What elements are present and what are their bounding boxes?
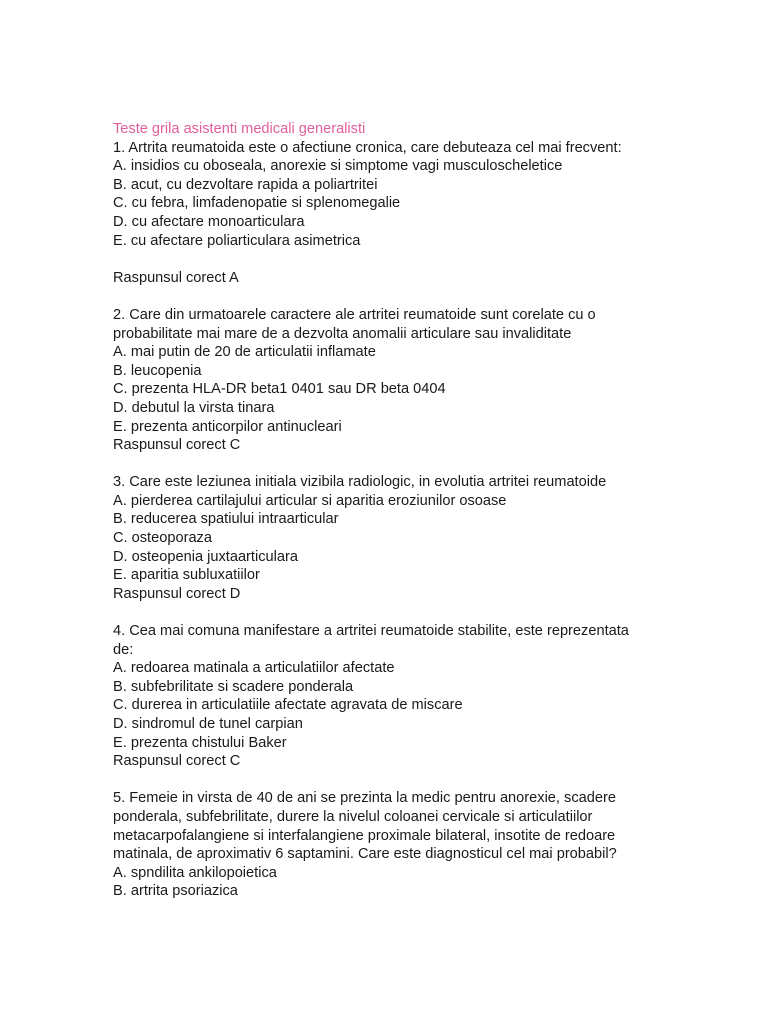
- spacer: [113, 250, 673, 269]
- spacer: [113, 771, 673, 790]
- answer-option: A. spndilita ankilopoietica: [113, 864, 277, 881]
- answer-option: D. debutul la virsta tinara: [113, 399, 275, 416]
- question-2: [113, 306, 673, 455]
- answer-option: C. osteoporaza: [113, 530, 212, 547]
- question-text: matinala, de aproximativ 6 saptamini. Care este diagnosticul cel mai probabil?: [113, 846, 617, 863]
- answer-option: A. pierderea cartilajului articular si aparitia eroziunilor osoase: [113, 492, 507, 509]
- answer-option: A. mai putin de 20 de articulatii inflamate: [113, 344, 376, 361]
- question-text: 4. Cea mai comuna manifestare a artritei reumatoide stabilite, este reprezentata: [113, 623, 629, 640]
- spacer: [113, 603, 673, 622]
- correct-answer: Raspunsul corect C: [113, 437, 241, 454]
- question-text: metacarpofalangiene si interfalangiene proximale bilateral, insotite de redoare: [113, 827, 616, 844]
- question-text: 1. Artrita reumatoida este o afectiune cronica, care debuteaza cel mai frecvent:: [113, 139, 622, 156]
- question-text: probabilitate mai mare de a dezvolta anomalii articulare sau invaliditate: [113, 325, 572, 342]
- question-3: [113, 473, 673, 603]
- answer-option: C. prezenta HLA-DR beta1 0401 sau DR beta 0404: [113, 381, 446, 398]
- answer-option: A. redoarea matinala a articulatiilor afectate: [113, 660, 395, 677]
- answer-option: D. osteopenia juxtaarticulara: [113, 548, 298, 565]
- answer-option: D. sindromul de tunel carpian: [113, 716, 303, 732]
- answer-option: B. subfebrilitate si scadere ponderala: [113, 678, 354, 695]
- question-text: de:: [113, 641, 134, 658]
- answer-option: B. reducerea spatiului intraarticular: [113, 511, 339, 528]
- correct-answer: Raspunsul corect C: [113, 753, 241, 770]
- answer-option: A. insidios cu oboseala, anorexie si simptome vagi musculoscheletice: [113, 158, 563, 175]
- answer-option: C. cu febra, limfadenopatie si splenomegalie: [113, 195, 401, 212]
- document-page: [113, 120, 673, 901]
- answer-option: C. durerea in articulatiile afectate agravata de miscare: [113, 697, 463, 714]
- spacer: [113, 287, 673, 306]
- question-text: ponderala, subfebrilitate, durere la nivelul coloanei cervicale si articulatiilor: [113, 808, 593, 825]
- answer-option: B. acut, cu dezvoltare rapida a poliartritei: [113, 176, 378, 193]
- question-text: 5. Femeie in virsta de 40 de ani se prezinta la medic pentru anorexie, scadere: [113, 790, 616, 807]
- answer-option: E. cu afectare poliarticulara asimetrica: [113, 232, 361, 249]
- document-title: Teste grila asistenti medicali generalisti: [113, 121, 366, 137]
- question-4: [113, 622, 673, 771]
- correct-answer: Raspunsul corect A: [113, 269, 239, 286]
- answer-option: B. artrita psoriazica: [113, 883, 238, 900]
- question-5: [113, 789, 673, 901]
- question-text: 3. Care este leziunea initiala vizibila radiologic, in evolutia artritei reumatoide: [113, 474, 607, 491]
- correct-answer: Raspunsul corect D: [113, 585, 241, 602]
- answer-option: B. leucopenia: [113, 362, 202, 379]
- answer-option: D. cu afectare monoarticulara: [113, 213, 305, 230]
- answer-option: E. prezenta anticorpilor antinucleari: [113, 418, 342, 435]
- spacer: [113, 455, 673, 474]
- answer-option: E. aparitia subluxatiilor: [113, 567, 260, 584]
- question-1: [113, 139, 673, 288]
- question-text: 2. Care din urmatoarele caractere ale artritei reumatoide sunt corelate cu o: [113, 306, 596, 323]
- answer-option: E. prezenta chistului Baker: [113, 734, 287, 751]
